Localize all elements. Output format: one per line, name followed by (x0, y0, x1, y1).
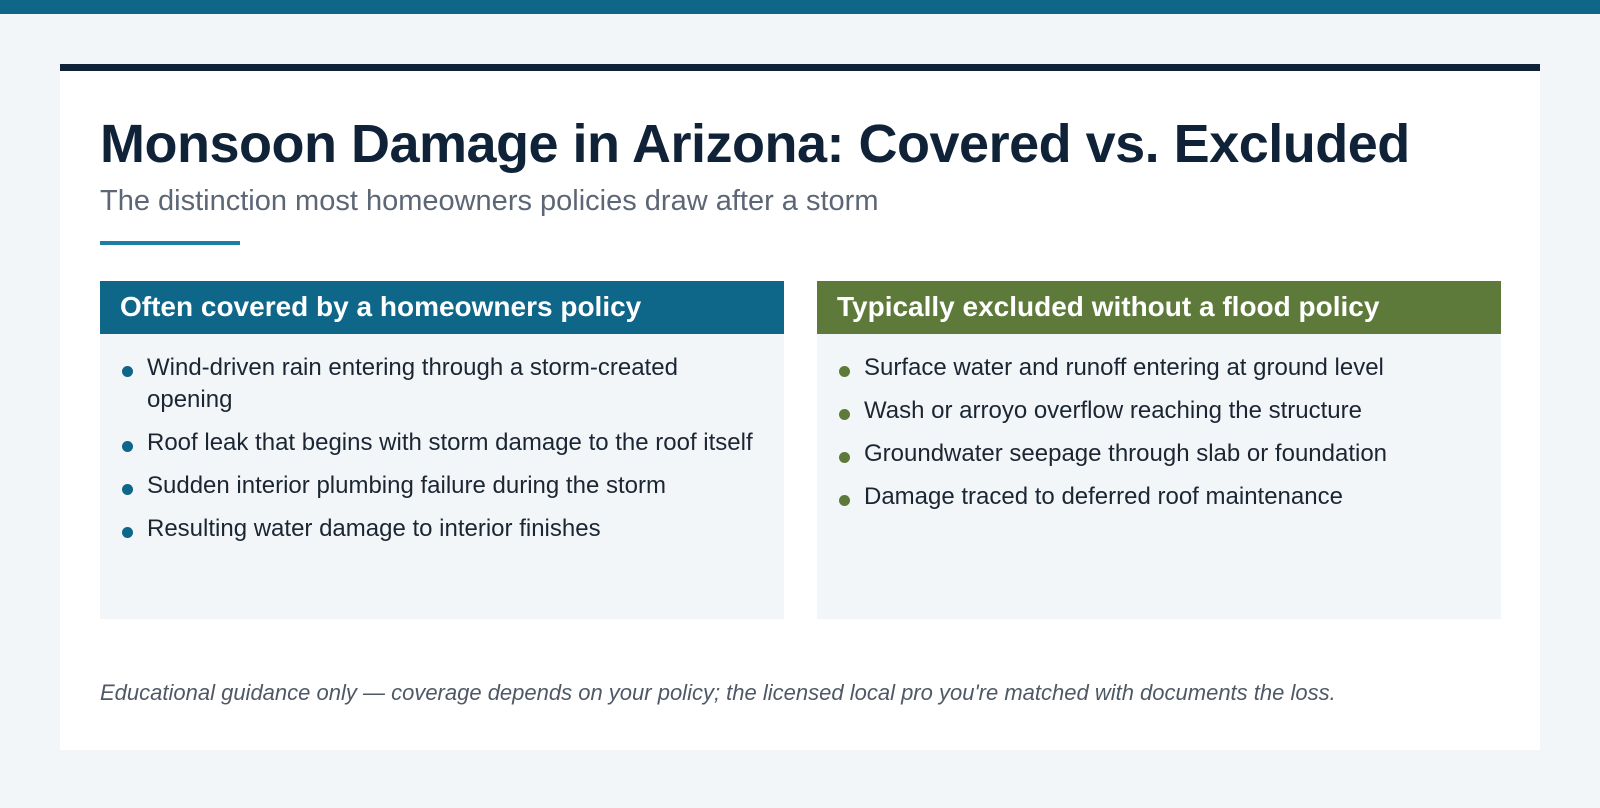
excluded-item-text: Surface water and runoff entering at ground level (864, 354, 1384, 381)
covered-item-text: Sudden interior plumbing failure during the storm (147, 472, 666, 499)
covered-item-text: Resulting water damage to interior finishes (147, 515, 601, 542)
covered-item-text: Wind-driven rain entering through a storm-created opening (147, 354, 678, 413)
excluded-list-item (864, 352, 1471, 384)
bullet-dot-icon (122, 441, 133, 452)
excluded-list (817, 334, 1501, 513)
excluded-list-item (864, 438, 1471, 470)
covered-panel-heading: Often covered by a homeowners policy (100, 281, 784, 334)
covered-panel (100, 281, 784, 619)
excluded-panel (817, 281, 1501, 619)
bullet-dot-icon (839, 452, 850, 463)
excluded-item-text: Damage traced to deferred roof maintenance (864, 483, 1343, 510)
excluded-item-text: Wash or arroyo overflow reaching the structure (864, 397, 1362, 424)
disclaimer-note: Educational guidance only — coverage depends on your policy; the licensed local pro you're matched with documents the loss. (100, 680, 1336, 705)
bullet-dot-icon (122, 366, 133, 377)
covered-list-item (147, 470, 754, 502)
bullet-dot-icon (839, 495, 850, 506)
page-subtitle: The distinction most homeowners policies draw after a storm (100, 185, 879, 217)
covered-list-item (147, 427, 754, 459)
excluded-panel-heading: Typically excluded without a flood policy (817, 281, 1501, 334)
title-accent-rule (100, 241, 240, 245)
covered-list-item (147, 513, 754, 545)
covered-item-text: Roof leak that begins with storm damage to the roof itself (147, 429, 753, 456)
excluded-list-item (864, 395, 1471, 427)
bullet-dot-icon (839, 366, 850, 377)
excluded-item-text: Groundwater seepage through slab or foundation (864, 440, 1388, 467)
comparison-card (60, 64, 1540, 750)
page-title: Monsoon Damage in Arizona: Covered vs. Excluded (100, 114, 1410, 174)
excluded-list-item (864, 481, 1471, 513)
covered-list-item (147, 352, 754, 416)
bullet-dot-icon (122, 484, 133, 495)
bullet-dot-icon (122, 527, 133, 538)
top-accent-bar (0, 0, 1600, 14)
covered-list (100, 334, 784, 545)
bullet-dot-icon (839, 409, 850, 420)
